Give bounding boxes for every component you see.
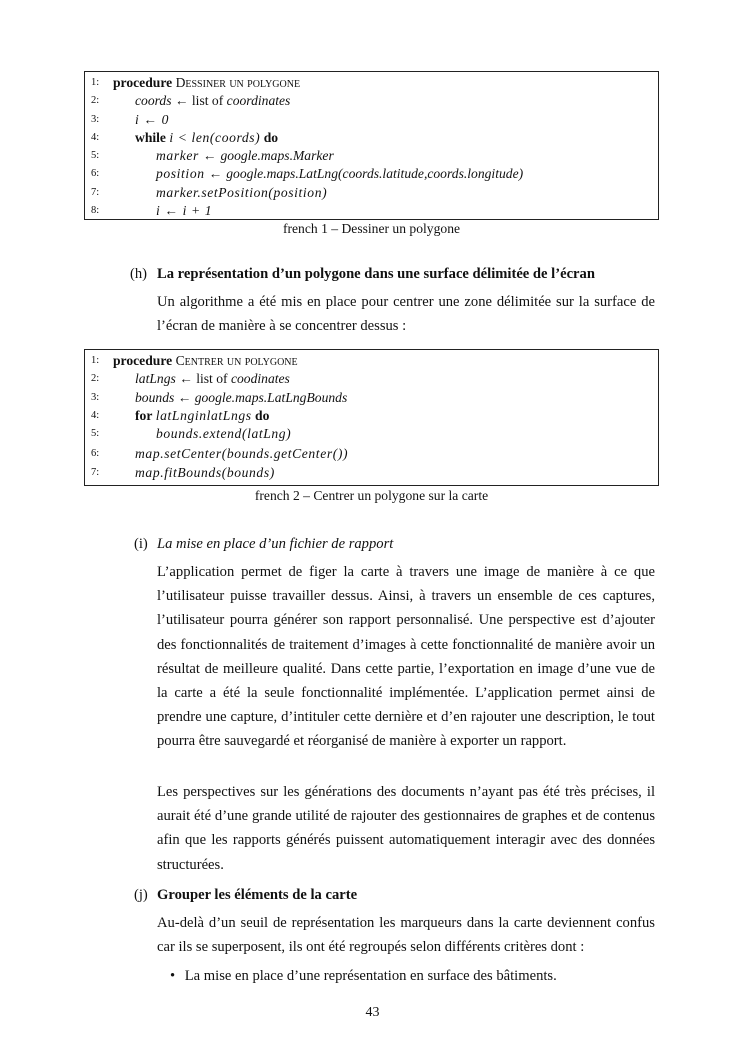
line-number: 1: xyxy=(91,77,100,88)
line-number: 7: xyxy=(91,466,100,478)
page-number: 43 xyxy=(365,1005,380,1020)
section-label: (j) xyxy=(134,887,148,903)
algo1-line-1 xyxy=(85,74,658,92)
algo2-line-5 xyxy=(85,425,658,443)
algo2-line-7 xyxy=(85,464,658,482)
arrow: ← xyxy=(177,389,192,405)
algo1-line-8 xyxy=(85,202,658,220)
algo1-line-5 xyxy=(85,147,658,165)
section-title: Grouper les éléments de la carte xyxy=(157,887,358,903)
keyword: procedure xyxy=(113,75,173,90)
math-expression: latLnginlatLngs xyxy=(155,407,252,423)
keyword: do xyxy=(255,407,270,423)
variable: coords xyxy=(135,93,172,109)
paragraph-i-1: L’application permet de figer la carte à travers une image de manière à ce que l’utilisateur puisse travailler dessus. Ainsi, à travers un ensemble de ces captures, l’utilisateur pourra générer son rapport personnalisé. Une perspective est d’ajouter des fonctionnalités de traitement d’images à cette fonctionnalité de manière avoir un résultat de meilleure qualité. Dans cette partie, l’exportation en image d’une vue de la carte a été la seule fonctionnalité implémentée. L’application permet ainsi de prendre une capture, d’intituler cette dernière et d’en rajouter une description, le tout pourra être sauvegardé et réorganisé de manière à exporter un rapport. xyxy=(157,564,655,750)
algo2-line-2 xyxy=(85,370,658,388)
line-number: 8: xyxy=(91,205,100,217)
paragraph-j: Au-delà d’un seuil de représentation les marqueurs dans la carte deviennent confus car ils se superposent, ils ont été regroupés selon différents critères dont : xyxy=(157,915,655,956)
algorithm-box-2 xyxy=(84,349,659,486)
section-heading-h xyxy=(130,266,595,283)
line-number: 2: xyxy=(91,373,100,385)
section-title: La mise en place d’un fichier de rapport xyxy=(157,536,394,552)
bullet-item xyxy=(170,968,557,985)
algo1-line-7 xyxy=(85,184,658,202)
algo1-line-2 xyxy=(85,92,658,110)
section-label: (h) xyxy=(130,266,148,282)
variable: bounds xyxy=(135,389,175,405)
arrow: ← xyxy=(174,93,189,109)
algo1-line-4 xyxy=(85,129,658,147)
line-number: 4: xyxy=(91,409,100,421)
algo1-line-6 xyxy=(85,165,658,183)
section-label: (i) xyxy=(134,536,148,552)
algo1-line-3 xyxy=(85,111,658,129)
algorithm-caption-2: french 2 – Centrer un polygone sur la carte xyxy=(254,488,489,503)
line-number: 5: xyxy=(91,150,100,162)
object-name: coodinates xyxy=(230,371,290,387)
object-name: google.maps.LatLngBounds xyxy=(194,389,348,405)
math-expression: position ← xyxy=(156,166,223,182)
algo2-line-1 xyxy=(85,352,658,370)
variable: latLngs xyxy=(135,371,176,387)
object-name: google.maps.LatLng(coords.latitude,coords.longitude) xyxy=(226,166,524,182)
math-expression: map.setCenter(bounds.getCenter()) xyxy=(135,446,349,462)
line-number: 2: xyxy=(91,95,100,107)
keyword: do xyxy=(263,129,279,145)
line-number: 6: xyxy=(91,448,100,460)
line-number: 7: xyxy=(91,186,100,198)
algo2-line-6 xyxy=(85,445,658,463)
code-text: list of xyxy=(191,93,224,109)
object-name: google.maps.Marker xyxy=(220,148,334,164)
algorithm-caption-1: french 1 – Dessiner un polygone xyxy=(282,221,461,236)
math-expression: marker.setPosition(position) xyxy=(156,184,328,200)
algo2-line-4 xyxy=(85,407,658,425)
line-number: 6: xyxy=(91,168,100,180)
line-number: 5: xyxy=(91,428,100,440)
bullet-dot-icon: • xyxy=(170,968,176,984)
math-expression: marker ← xyxy=(156,148,218,164)
paragraph-h: Un algorithme a été mis en place pour centrer une zone délimitée sur la surface de l’écran de manière à se concentrer dessus : xyxy=(157,294,655,335)
math-expression: i ← 0 xyxy=(135,111,169,127)
bullet-text: La mise en place d’une représentation en surface des bâtiments. xyxy=(184,968,557,984)
math-expression: map.fitBounds(bounds) xyxy=(135,464,275,480)
section-title: La représentation d’un polygone dans une surface délimitée de l’écran xyxy=(157,266,595,282)
line-number: 1: xyxy=(91,355,100,366)
object-name: coordinates xyxy=(226,93,291,109)
line-number: 3: xyxy=(91,391,100,403)
algo2-line-3 xyxy=(85,389,658,407)
math-expression: bounds.extend(latLng) xyxy=(156,426,292,442)
line-number: 4: xyxy=(91,131,100,143)
keyword: procedure xyxy=(113,353,173,368)
code-text: list of xyxy=(196,371,228,387)
paragraph-i-2: Les perspectives sur les générations des documents n’ayant pas été très précises, il aurait été d’une grande utilité de rajouter des gestionnaires de graphes et de contenus afin que les rapports générés puissent automatiquement interagir avec des données structurées. xyxy=(157,784,655,873)
section-heading-i xyxy=(134,536,394,553)
math-expression: i ← i + 1 xyxy=(156,203,213,219)
algorithm-box-1 xyxy=(84,71,659,220)
section-heading-j xyxy=(134,887,358,904)
procedure-name: Dessiner un polygone xyxy=(175,75,301,90)
keyword: for xyxy=(135,407,153,423)
math-expression: i < len(coords) xyxy=(169,129,261,145)
line-number: 3: xyxy=(91,113,100,125)
procedure-name: Centrer un polygone xyxy=(175,353,298,368)
keyword: while xyxy=(135,129,166,145)
arrow: ← xyxy=(179,371,193,387)
